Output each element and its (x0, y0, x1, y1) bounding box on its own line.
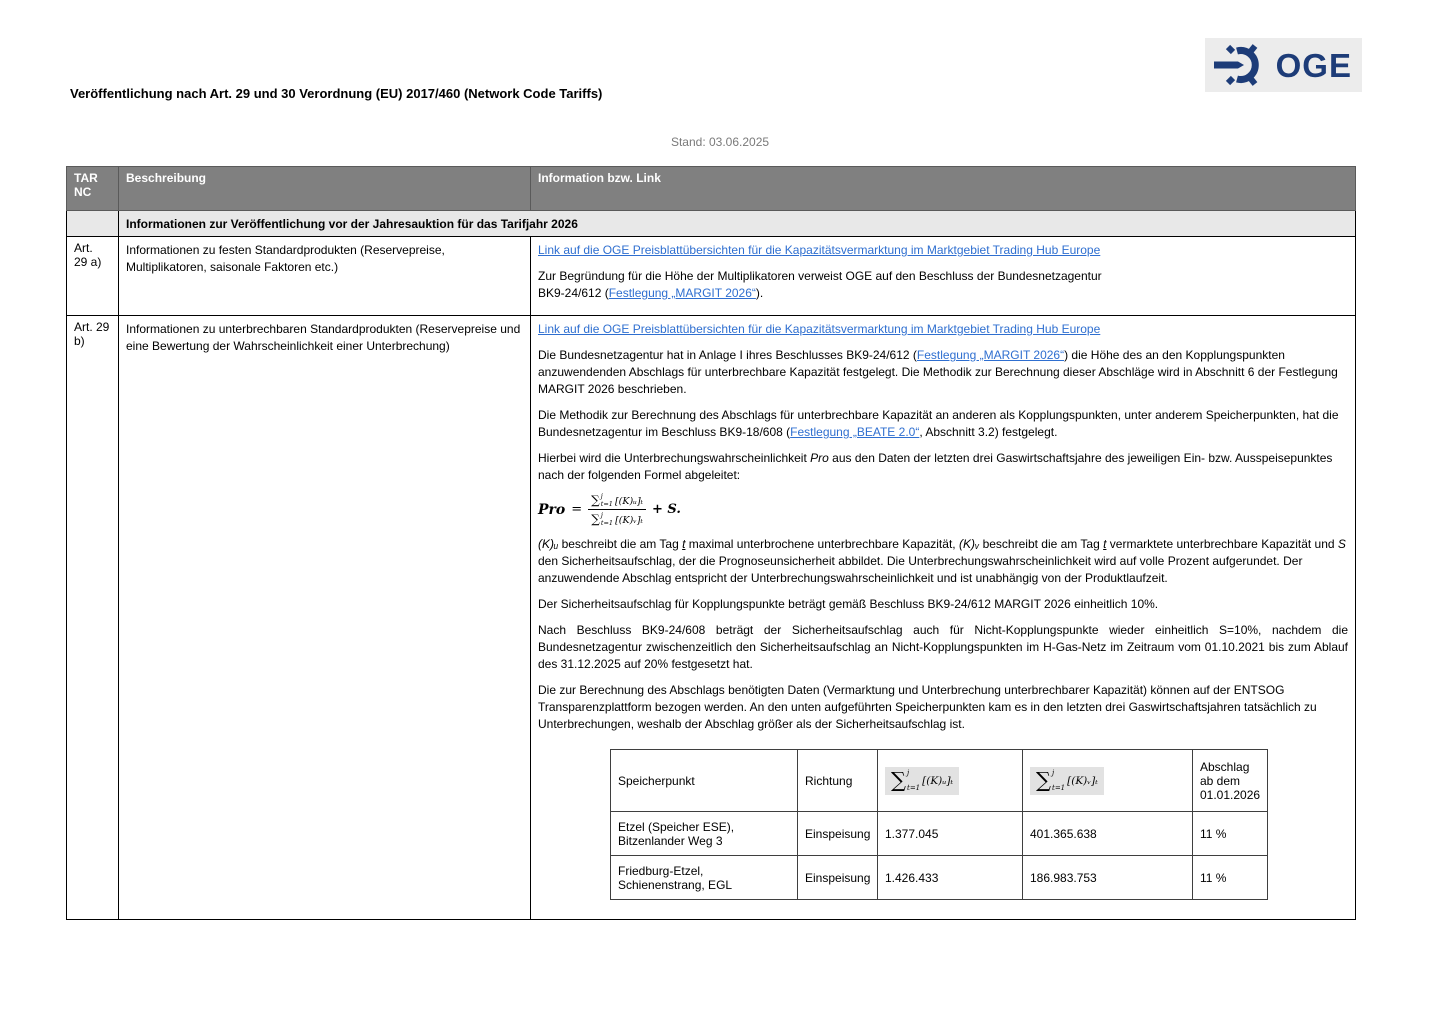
art29b-p3-var-pro: Pro (810, 451, 829, 465)
oge-logo-text: OGE (1275, 46, 1352, 84)
formula-tail: + S. (652, 502, 681, 517)
sum-marketed-capacity-formula: ∑ j t=1 [(K)ᵥ]ₜ (1030, 767, 1104, 795)
art29a-ref (67, 237, 119, 316)
storage-sum-marketed-value: 186.983.753 (1023, 856, 1193, 900)
col-header-beschreibung: Beschreibung (119, 167, 531, 211)
art29b-description-text: Informationen zu unterbrechbaren Standardprodukten (Reservepreise und eine Bewertung der Wahrscheinlichkeit einer Unterbrechung) (126, 322, 521, 353)
col-header-tarnc: TAR NC (67, 167, 119, 211)
art29b-ref-line1: Art. 29 (74, 320, 110, 334)
art29b-ref (67, 316, 119, 920)
formula-denominator (588, 510, 646, 526)
art29b-paragraph-5: Der Sicherheitsaufschlag für Kopplungspunkte beträgt gemäß Beschluss BK9-24/612 MARGIT 2026 einheitlich 10%. (538, 597, 1159, 611)
art29b-description (119, 316, 531, 920)
storage-direction: Einspeisung (798, 856, 878, 900)
storage-table-header-row (611, 750, 1268, 812)
art29a-ref-line2: 29 a) (74, 255, 102, 269)
art29b-paragraph-6: Nach Beschluss BK9-24/608 beträgt der Sicherheitsaufschlag auch für Nicht-Kopplungspunkte wieder einheitlich S=10%, nachdem die Bundesnetzagentur zwischenzeitlich den Sicherheitsaufschlag an Nicht-Kopplungspunkten im H-Gas-Netz im Zeitraum vom 01.10.2021 bis zum Ablauf des 31.12.2025 auf 20% festgesetzt hat. (538, 623, 1348, 671)
art29b-p4-var-ku: (K)ᵤ (538, 537, 559, 551)
art29b-information (531, 316, 1356, 920)
sum-symbol-numerator: ∑ j t=1 (591, 492, 613, 508)
art29b-paragraph-3 (538, 450, 1348, 484)
art29b-p3-text1: Hierbei wird die Unterbrechungswahrscheinlichkeit (538, 451, 811, 465)
interruption-probability-formula (538, 493, 1348, 526)
section-header-empty-cell (67, 211, 119, 237)
art29b-paragraph-7: Die zur Berechnung des Abschlags benötigten Daten (Vermarktung und Unterbrechung unterbrechbarer Kapazität) können auf der ENTSOG Transparenzplattform bezogen werden. An den unten aufgeführten Speicherpunkten kam es in den letzten drei Gaswirtschaftsjahren tatsächlich zu Unterbrechungen, weshalb der Abschlag größer als der Sicherheitsaufschlag ist. (538, 683, 1317, 731)
table-header-row (67, 167, 1356, 211)
table-row-art29a (67, 237, 1356, 316)
art29a-description-text: Informationen zu festen Standardprodukten (Reservepreise, Multiplikatoren, saisonale Faktoren etc.) (126, 243, 445, 274)
art29a-p1-text3: ). (755, 286, 764, 300)
formula-fraction (588, 493, 646, 526)
storage-col-sum-interrupted (878, 750, 1023, 812)
link-margit-a[interactable]: Festlegung „MARGIT 2026“ (608, 286, 756, 300)
art29a-link-paragraph (538, 242, 1348, 259)
storage-col-abschlag: Abschlag ab dem 01.01.2026 (1193, 750, 1268, 812)
art29a-paragraph-1 (538, 268, 1348, 302)
art29a-description (119, 237, 531, 316)
formula-equals: = (571, 502, 583, 517)
art29b-paragraph-2 (538, 407, 1348, 441)
storage-sum-interrupted-value: 1.426.433 (878, 856, 1023, 900)
document-title: Veröffentlichung nach Art. 29 und 30 Verordnung (EU) 2017/460 (Network Code Tariffs) (70, 86, 603, 101)
storage-abschlag-value: 11 % (1193, 856, 1268, 900)
art29a-information (531, 237, 1356, 316)
storage-col-richtung: Richtung (798, 750, 878, 812)
storage-points-table (610, 749, 1268, 900)
art29b-p4-var-s: S (1337, 537, 1346, 551)
storage-col-speicherpunkt: Speicherpunkt (611, 750, 798, 812)
link-preisblatt-a[interactable]: Link auf die OGE Preisblattübersichten für die Kapazitätsvermarktung im Marktgebiet Trading Hub Europe (538, 243, 1101, 257)
art29b-ref-line2: b) (74, 334, 85, 348)
table-row-art29b (67, 316, 1356, 920)
formula-lhs-pro: Pro (538, 501, 566, 518)
storage-abschlag-value: 11 % (1193, 812, 1268, 856)
section-header-row (67, 211, 1356, 237)
tariff-publication-table (66, 166, 1356, 920)
storage-table-row-friedburg (611, 856, 1268, 900)
sum-interrupted-capacity-formula: ∑ j t=1 [(K)ᵤ]ₜ (885, 767, 959, 795)
storage-point-name: Etzel (Speicher ESE), Bitzenlander Weg 3 (611, 812, 798, 856)
sum-symbol-denominator: ∑ j t=1 (591, 511, 614, 527)
art29a-p1-text2: BK9-24/612 ( (538, 286, 609, 300)
oge-logo (1205, 38, 1362, 92)
storage-col-sum-marketed (1023, 750, 1193, 812)
link-preisblatt-b[interactable]: Link auf die OGE Preisblattübersichten für die Kapazitätsvermarktung im Marktgebiet Trading Hub Europe (538, 322, 1101, 336)
art29b-p4-var-t2: t (1103, 537, 1107, 551)
art29b-paragraph-1 (538, 347, 1348, 398)
oge-gear-arrow-icon (1213, 43, 1267, 87)
art29a-p1-text1: Zur Begründung für die Höhe der Multiplikatoren verweist OGE auf den Beschluss der Bundesnetzagentur (538, 269, 1102, 283)
art29b-p2-text2: , Abschnitt 3.2) festgelegt. (919, 425, 1058, 439)
stand-date: Stand: 03.06.2025 (670, 135, 770, 149)
art29b-p3-text2: aus den Daten der letzten drei Gaswirtschaftsjahre des jeweiligen Ein- bzw. Ausspeisepunktes nach der folgenden Formel abgeleitet: (538, 451, 1333, 482)
art29b-link-paragraph (538, 321, 1348, 338)
formula-numerator (588, 493, 646, 510)
art29b-p1-text2: ) die Höhe des an den Kopplungspunkten anzuwendenden Abschlags für unterbrechbare Kapazität festgelegt. Die Methodik zur Berechnung dieser Abschläge wird in Abschnitt 6 der Festlegung MARGIT 2026 beschrieben. (538, 348, 1338, 396)
link-beate[interactable]: Festlegung „BEATE 2.0“ (790, 425, 920, 439)
storage-direction: Einspeisung (798, 812, 878, 856)
storage-point-name: Friedburg-Etzel, Schienenstrang, EGL (611, 856, 798, 900)
storage-table-row-etzel (611, 812, 1268, 856)
storage-sum-interrupted-value: 1.377.045 (878, 812, 1023, 856)
art29a-ref-line1: Art. (74, 241, 93, 255)
art29b-p4-var-kv: (K)ᵥ (958, 537, 980, 551)
art29b-p1-text1: Die Bundesnetzagentur hat in Anlage I ihres Beschlusses BK9-24/612 ( (538, 348, 917, 362)
art29b-p4-var-t1: t (682, 537, 686, 551)
formula-denominator-expr: [(K)ᵥ]ₜ (615, 515, 643, 526)
link-margit-b[interactable]: Festlegung „MARGIT 2026“ (916, 348, 1065, 362)
col-header-information: Information bzw. Link (531, 167, 1356, 211)
storage-sum-marketed-value: 401.365.638 (1023, 812, 1193, 856)
section-header-title: Informationen zur Veröffentlichung vor der Jahresauktion für das Tarifjahr 2026 (119, 211, 1356, 237)
formula-numerator-expr: [(K)ᵤ]ₜ (614, 496, 643, 507)
art29b-p2-text1: Die Methodik zur Berechnung des Abschlags für unterbrechbare Kapazität an anderen als Kopplungspunkten, unter anderem Speicherpunkten, hat die Bundesnetzagentur im Beschluss BK9-18/608 ( (538, 408, 1339, 439)
art29b-paragraph-4: (K)ᵤ beschreibt die am Tag t maximal unterbrochene unterbrechbare Kapazität, (K)ᵥ beschreibt die am Tag t vermarktete unterbrechbare Kapazität und S den Sicherheitsaufschlag, der die Prognoseunsicherheit abbildet. Die Unterbrechungswahrscheinlichkeit wird auf volle Prozent aufgerundet. Der anzuwendende Abschlag entspricht der Unterbrechungswahrscheinlichkeit und ist unabhängig von der Produktlaufzeit. (538, 537, 1346, 585)
